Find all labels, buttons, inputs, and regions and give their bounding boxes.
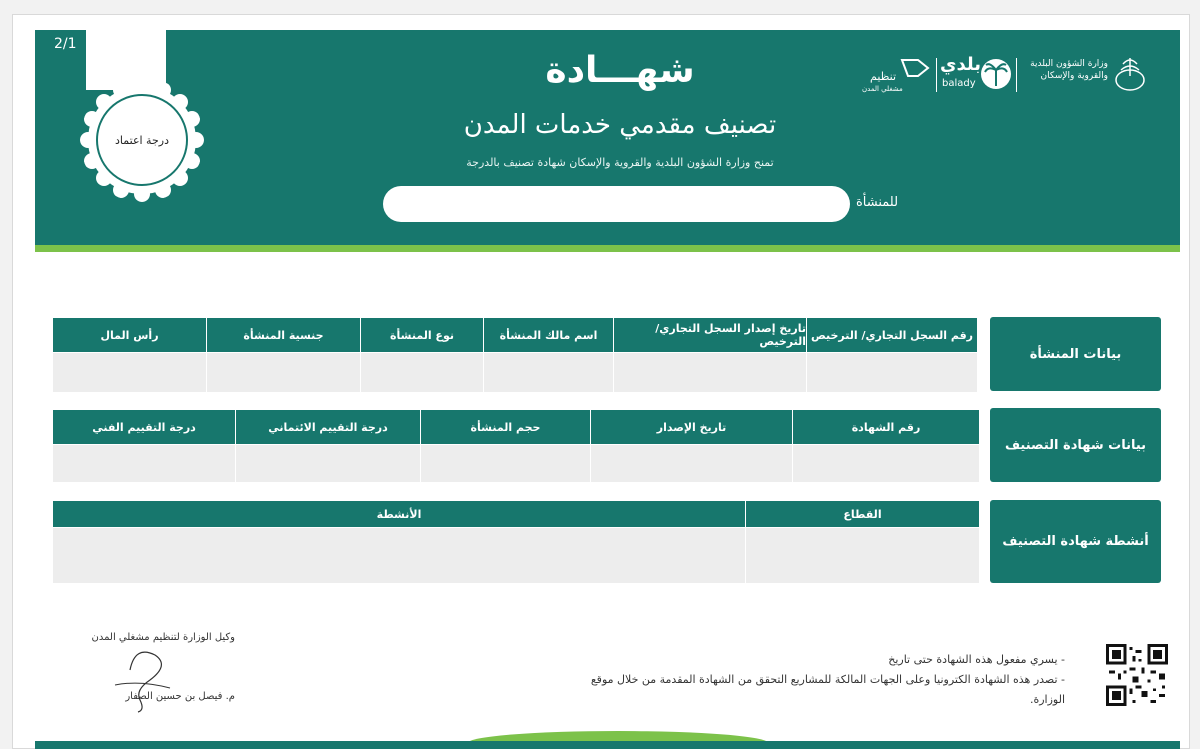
table-cell — [361, 352, 483, 392]
table-header: جنسية المنشأة — [207, 318, 360, 352]
table-cell — [591, 444, 792, 482]
table-header: الأنشطة — [53, 501, 745, 527]
establishment-name-field — [383, 186, 850, 222]
table-cell — [53, 444, 235, 482]
logos-group — [860, 52, 1150, 102]
palm-tree-icon — [980, 58, 1012, 90]
section-establishment-label: بيانات المنشأة — [990, 317, 1161, 391]
ministry-name: وزارة الشؤون البلدية والقروية والإسكان — [1030, 59, 1108, 81]
signatory-title: وكيل الوزارة لتنظيم مشغلي المدن — [91, 632, 235, 643]
table-header: القطاع — [746, 501, 979, 527]
table-header: درجة التقييم الفني — [53, 410, 235, 444]
logo-divider — [1016, 58, 1017, 92]
table-cell — [484, 352, 613, 392]
table-header: تاريخ إصدار السجل التجاري/ الترخيص — [614, 318, 806, 352]
table-cell — [746, 527, 979, 583]
tanzeem-sublabel: مشغلي المدن — [862, 85, 903, 93]
table-cell — [53, 352, 206, 392]
table-cell — [614, 352, 806, 392]
certificate-subtitle: تصنيف مقدمي خدمات المدن — [463, 110, 777, 140]
table-header: تاريخ الإصدار — [591, 410, 792, 444]
activities-table — [53, 501, 979, 583]
table-header: نوع المنشأة — [361, 318, 483, 352]
grant-text: تمنح وزارة الشؤون البلدية والقروية والإسكان شهادة تصنيف بالدرجة — [466, 156, 774, 169]
seal-label: درجة اعتماد — [115, 133, 169, 147]
table-header: درجة التقييم الائتماني — [236, 410, 420, 444]
section-certificate-label: بيانات شهادة التصنيف — [990, 408, 1161, 482]
ministry-emblem-icon — [1113, 54, 1147, 94]
handwritten-signature-icon — [110, 640, 180, 715]
establishment-label: للمنشأة — [856, 195, 899, 210]
table-cell — [53, 527, 745, 583]
balady-arabic: بلدي — [940, 54, 982, 75]
table-header: رأس المال — [53, 318, 206, 352]
table-cell — [207, 352, 360, 392]
establishment-table — [53, 318, 977, 392]
section-activities-label: أنشطة شهادة التصنيف — [990, 500, 1161, 583]
certificate-notes — [555, 650, 1065, 710]
table-header: حجم المنشأة — [421, 410, 590, 444]
verification-note: - تصدر هذه الشهادة الكترونيا وعلى الجهات المالكة للمشاريع التحقق من الشهادة المقدمة من خلال موقع الوزارة. — [590, 673, 1065, 706]
certificate-table — [53, 410, 979, 482]
bottom-bar — [35, 741, 1180, 749]
table-header: اسم مالك المنشأة — [484, 318, 613, 352]
table-cell — [807, 352, 977, 392]
table-cell — [236, 444, 420, 482]
table-cell — [421, 444, 590, 482]
validity-note: - يسري مفعول هذه الشهادة حتى تاريخ — [888, 653, 1065, 666]
signatory-name: م. فيصل بن حسين الصفار — [125, 691, 235, 702]
table-header: رقم الشهادة — [793, 410, 979, 444]
table-header: رقم السجل التجاري/ الترخيص — [807, 318, 977, 352]
seal-circle — [96, 94, 188, 186]
balady-english: balady — [942, 78, 976, 89]
tanzeem-logo-icon — [900, 56, 930, 78]
header-accent-line — [35, 245, 1180, 252]
tanzeem-label: تنظيم — [870, 70, 897, 83]
logo-divider-2 — [936, 58, 937, 92]
page-number: 2/1 — [54, 36, 77, 52]
certificate-title: شهـــادة — [545, 50, 695, 91]
qr-code-icon — [1106, 644, 1168, 706]
table-cell — [793, 444, 979, 482]
